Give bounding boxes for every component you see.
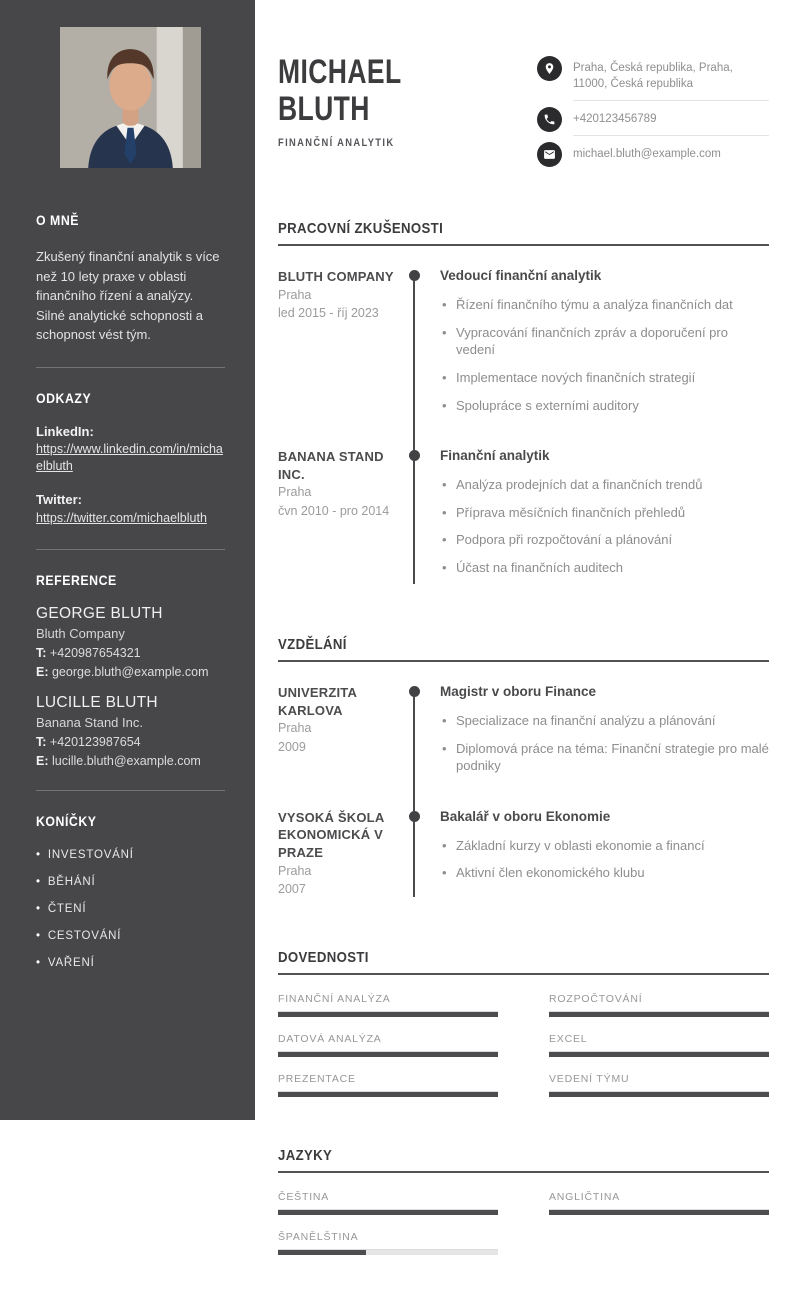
company-location: Praha: [278, 485, 312, 500]
section-rule: [278, 973, 769, 975]
skill-item: [278, 1073, 498, 1097]
experience-entry: [278, 268, 769, 424]
bullet-item: • Spolupráce s externími auditory: [440, 397, 769, 415]
role-title: Vedoucí finanční analytik: [440, 268, 769, 283]
language-label: ANGLIČTINA: [549, 1191, 769, 1210]
entry-body: [414, 684, 769, 785]
graduation-year: 2009: [278, 739, 306, 754]
experience-heading: PRACOVNÍ ZKUŠENOSTI: [278, 220, 444, 238]
education-heading: VZDĚLÁNÍ: [278, 636, 347, 654]
sidebar-divider: [36, 549, 225, 550]
entry-meta: [278, 448, 400, 586]
bottom-spacer: [278, 1255, 769, 1315]
entry-body: [414, 809, 769, 899]
email-label: E:: [36, 754, 49, 768]
education-entry: [278, 684, 769, 785]
skill-bar: [549, 1092, 769, 1097]
reference-name: LUCILLE BLUTH: [36, 694, 158, 711]
link-item-twitter: [36, 492, 225, 528]
about-text: Zkušený finanční analytik s více než 10 lety praxe v oblasti finančního řízení a analýzy. Silné analytické schopnosti a schopnost vést tým.: [36, 249, 220, 342]
profile-photo-placeholder: [60, 27, 201, 168]
degree-title: Bakalář v oboru Ekonomie: [440, 809, 769, 824]
skill-item: [549, 1033, 769, 1057]
language-bar-fill: [278, 1210, 498, 1215]
bullet-item: • Řízení finančního týmu a analýza finančních dat: [440, 296, 769, 314]
section-rule: [278, 660, 769, 662]
reference-email: [36, 665, 225, 679]
skill-bar-fill: [278, 1092, 498, 1097]
language-bar-fill: [278, 1250, 366, 1255]
hobby-item: • ČTENÍ: [36, 903, 225, 915]
link-item-linkedin: [36, 424, 225, 476]
profile-photo: [60, 27, 201, 168]
sidebar-divider: [36, 367, 225, 368]
skill-bar-fill: [549, 1052, 769, 1057]
skill-bar-fill: [549, 1092, 769, 1097]
language-label: ŠPANĚLŠTINA: [278, 1231, 498, 1250]
entry-body: [414, 448, 769, 586]
experience-entries: [278, 268, 769, 586]
skills-grid: [278, 993, 769, 1097]
skill-bar-fill: [278, 1052, 498, 1057]
job-title: FINANČNÍ ANALYTIK: [278, 136, 395, 149]
degree-bullets: [440, 837, 769, 882]
skill-bar: [278, 1052, 498, 1057]
language-item: [278, 1191, 498, 1215]
bullet-item: • Účast na finančních auditech: [440, 559, 769, 577]
linkedin-link[interactable]: https://www.linkedin.com/in/michaelbluth: [36, 441, 223, 473]
skill-label: DATOVÁ ANALÝZA: [278, 1033, 498, 1052]
entry-body: [414, 268, 769, 424]
hobbies-heading: KONÍČKY: [36, 813, 97, 829]
school-location: Praha: [278, 863, 312, 878]
section-rule: [278, 1171, 769, 1173]
reference-item: [36, 605, 225, 679]
contact-phone: [537, 107, 769, 136]
skill-label: ROZPOČTOVÁNÍ: [549, 993, 769, 1012]
skill-item: [278, 993, 498, 1017]
phone-label: T:: [36, 735, 47, 749]
skill-bar-fill: [278, 1012, 498, 1017]
graduation-year: 2007: [278, 882, 306, 897]
company-name: BLUTH COMPANY: [278, 269, 394, 285]
contact-block: [537, 56, 769, 170]
hobby-item: • INVESTOVÁNÍ: [36, 849, 225, 861]
role-bullets: [440, 296, 769, 414]
contact-location: [537, 56, 769, 101]
language-bar: [278, 1250, 498, 1255]
language-bar: [278, 1210, 498, 1215]
references-heading: REFERENCE: [36, 572, 117, 588]
bullet-item: • Analýza prodejních dat a finančních trendů: [440, 476, 769, 494]
experience-entry: [278, 448, 769, 586]
sidebar-divider: [36, 790, 225, 791]
email-label: E:: [36, 665, 49, 679]
reference-phone: [36, 646, 225, 660]
entry-meta: [278, 684, 400, 785]
bullet-item: • Aktivní člen ekonomického klubu: [440, 864, 769, 882]
education-entry: [278, 809, 769, 899]
skill-label: EXCEL: [549, 1033, 769, 1052]
last-name: BLUTH: [278, 90, 370, 129]
language-bar-fill: [549, 1210, 769, 1215]
links-heading: ODKAZY: [36, 389, 92, 406]
phone-label: T:: [36, 646, 47, 660]
reference-phone: [36, 735, 225, 749]
email-value: george.bluth@example.com: [51, 665, 209, 679]
phone-icon: [537, 107, 562, 132]
hobby-item: • CESTOVÁNÍ: [36, 930, 225, 942]
school-location: Praha: [278, 721, 312, 736]
skill-bar: [549, 1012, 769, 1017]
languages-grid: [278, 1191, 769, 1255]
entry-meta: [278, 809, 400, 899]
language-item: [278, 1231, 498, 1255]
experience-section: [278, 220, 769, 586]
twitter-label: Twitter:: [36, 491, 82, 507]
skill-bar: [278, 1012, 498, 1017]
employment-dates: čvn 2010 - pro 2014: [278, 503, 390, 518]
employment-dates: led 2015 - říj 2023: [278, 306, 379, 321]
language-bar: [549, 1210, 769, 1215]
contact-email: [537, 142, 769, 170]
phone-value: +420123987654: [49, 735, 141, 749]
languages-section: [278, 1147, 769, 1255]
role-title: Finanční analytik: [440, 448, 769, 463]
first-name: MICHAEL: [278, 53, 402, 91]
education-section: [278, 636, 769, 898]
email-value: lucille.bluth@example.com: [51, 754, 201, 768]
bullet-item: • Implementace nových finančních strategií: [440, 369, 769, 387]
section-rule: [278, 244, 769, 246]
hobby-item: • BĚHÁNÍ: [36, 876, 225, 888]
email-text: michael.bluth@example.com: [573, 148, 721, 161]
company-location: Praha: [278, 287, 312, 302]
languages-heading: JAZYKY: [278, 1146, 333, 1164]
phone-text: +420123456789: [573, 107, 769, 136]
reference-name: GEORGE BLUTH: [36, 605, 163, 622]
hobby-list: [36, 849, 225, 969]
phone-value: +420987654321: [49, 646, 141, 660]
location-icon: [537, 56, 562, 81]
reference-company: Bluth Company: [36, 626, 125, 641]
skill-item: [549, 993, 769, 1017]
skills-section: [278, 949, 769, 1097]
skill-item: [549, 1073, 769, 1097]
bullet-item: • Diplomová práce na téma: Finanční strategie pro malé podniky: [440, 740, 769, 775]
location-text: Praha, Česká republika, Praha, 11000, Česká republika: [573, 56, 769, 101]
company-name: BANANA STAND INC.: [278, 449, 384, 482]
school-name: UNIVERZITA KARLOVA: [278, 685, 357, 718]
skill-bar: [549, 1052, 769, 1057]
linkedin-label: LinkedIn:: [36, 423, 94, 439]
bullet-item: • Podpora při rozpočtování a plánování: [440, 531, 769, 549]
about-heading: O MNĚ: [36, 212, 80, 228]
skill-item: [278, 1033, 498, 1057]
sidebar: [0, 0, 255, 1120]
bullet-item: • Vypracování finančních zpráv a doporučení pro vedení: [440, 324, 769, 359]
skill-label: FINANČNÍ ANALÝZA: [278, 993, 498, 1012]
education-entries: [278, 684, 769, 898]
skill-bar-fill: [549, 1012, 769, 1017]
main-content: [255, 0, 794, 1243]
skills-heading: DOVEDNOSTI: [278, 948, 369, 966]
language-item: [549, 1191, 769, 1215]
school-name: VYSOKÁ ŠKOLA EKONOMICKÁ V PRAZE: [278, 809, 384, 861]
hobby-item: • VAŘENÍ: [36, 957, 225, 969]
bullet-item: • Základní kurzy v oblasti ekonomie a financí: [440, 837, 769, 855]
language-label: ČEŠTINA: [278, 1191, 498, 1210]
bullet-item: • Specializace na finanční analýzu a plánování: [440, 712, 769, 730]
email-icon: [537, 142, 562, 167]
skill-bar: [278, 1092, 498, 1097]
skill-label: PREZENTACE: [278, 1073, 498, 1092]
name-block: [278, 52, 436, 149]
degree-title: Magistr v oboru Finance: [440, 684, 769, 699]
bullet-item: • Příprava měsíčních finančních přehledů: [440, 504, 769, 522]
skill-label: VEDENÍ TÝMU: [549, 1073, 769, 1092]
reference-item: [36, 694, 225, 768]
entry-meta: [278, 268, 400, 424]
reference-email: [36, 754, 225, 768]
degree-bullets: [440, 712, 769, 775]
reference-company: Banana Stand Inc.: [36, 715, 143, 730]
twitter-link[interactable]: https://twitter.com/michaelbluth: [36, 510, 207, 525]
header: [278, 52, 769, 170]
role-bullets: [440, 476, 769, 576]
